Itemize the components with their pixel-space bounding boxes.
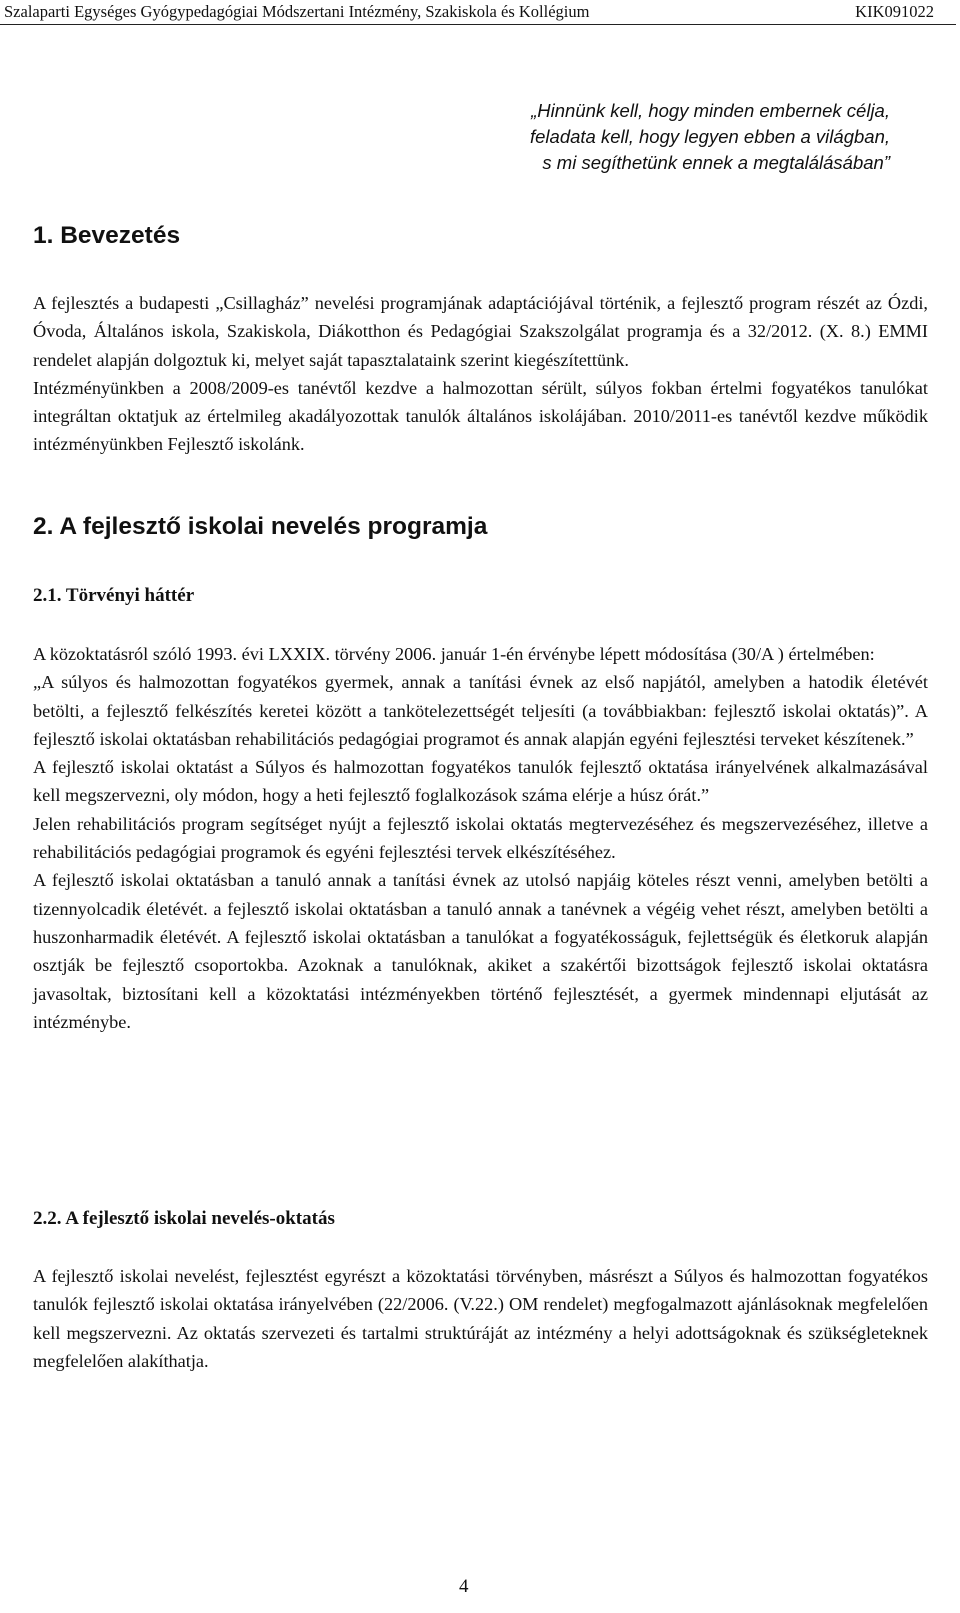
motto-line: feladata kell, hogy legyen ebben a világban, [530, 126, 890, 147]
motto-line: s mi segíthetünk ennek a megtalálásában” [542, 152, 890, 173]
section-1-body [33, 289, 928, 459]
page-header [0, 0, 960, 26]
section-2-2-body [33, 1262, 928, 1375]
motto-line: „Hinnünk kell, hogy minden embernek célja, [531, 100, 890, 121]
header-institution: Szalaparti Egységes Gyógypedagógiai Módszertani Intézmény, Szakiskola és Kollégium [4, 2, 590, 21]
header-divider [0, 24, 956, 25]
paragraph: A fejlesztő iskolai oktatásban a tanuló annak a tanítási évnek az utolsó napjáig köteles részt venni, amelyben betölti a tizennyolcadik életévét. a fejlesztő iskolai oktatásban a tanuló annak a tanévnek a végéig vehet részt, amelyben betölti a huszonharmadik életévét. A fejlesztő iskolai oktatásban a tanulókat a fogyatékosságuk, fejlettségük és életkoruk alapján osztják be fejlesztő csoportokba. Azoknak a tanulóknak, akiket a szakértői bizottságok fejlesztő iskolai oktatásra javasoltak, biztosítani kell a közoktatási intézményekben történő fejlesztését, a gyermek mindennapi eljutását az intézménybe. [33, 870, 928, 1032]
section-2-2-heading: 2.2. A fejlesztő iskolai nevelés-oktatás [33, 1208, 335, 1229]
paragraph: „A súlyos és halmozottan fogyatékos gyermek, annak a tanítási évnek az első napjától, amelyben a hatodik életévét betölti, a fejlesztő felkészítés keretei között a tankötelezettségét teljesíti (a továbbiakban: fejlesztő iskolai oktatás)”. A fejlesztő iskolai oktatásban rehabilitációs pedagógiai programot és annak alapján egyéni fejlesztési terveket készítenek.” [33, 672, 928, 749]
paragraph: Intézményünkben a 2008/2009-es tanévtől kezdve a halmozottan sérült, súlyos fokban értelmi fogyatékos tanulókat integráltan oktatjuk az értelmileg akadályozottak tanulók általános iskolájában. 2010/2011-es tanévtől kezdve működik intézményünkben Fejlesztő iskolánk. [33, 377, 928, 455]
section-2-1-body [33, 640, 928, 1036]
motto-quote [430, 98, 890, 176]
section-2-1-heading: 2.1. Törvényi háttér [33, 585, 195, 606]
page-number: 4 [459, 1576, 469, 1597]
paragraph: A fejlesztő iskolai oktatást a Súlyos és halmozottan fogyatékos tanulók fejlesztő oktatása irányelvének alkalmazásával kell megszervezni, oly módon, hogy a heti fejlesztő foglalkozások száma elérje a húsz órát.” [33, 757, 928, 806]
paragraph: Jelen rehabilitációs program segítséget nyújt a fejlesztő iskolai oktatás megtervezéséhez és megszervezéséhez, illetve a rehabilitációs pedagógiai programok és egyéni fejlesztési tervek elkészítéséhez. [33, 813, 928, 863]
paragraph: A fejlesztés a budapesti „Csillagház” nevelési programjának adaptációjával történik, a fejlesztő program részét az Ózdi, Óvoda, Általános iskola, Szakiskola, Diákotthon és Pedagógiai Szakszolgálat programja és a 32/2012. (X. 8.) EMMI rendelet alapján dolgoztuk ki, melyet saját tapasztalataink szerint kiegészítettünk. [33, 293, 928, 370]
paragraph: A közoktatásról szóló 1993. évi LXXIX. törvény 2006. január 1-én érvénybe lépett módosítása (30/A ) értelmében: [33, 644, 875, 664]
section-1-heading: 1. Bevezetés [33, 222, 181, 249]
header-code: KIK091022 [855, 2, 934, 21]
section-2-heading: 2. A fejlesztő iskolai nevelés programja [33, 513, 488, 540]
paragraph: A fejlesztő iskolai nevelést, fejlesztést egyrészt a közoktatási törvényben, másrészt a Súlyos és halmozottan fogyatékos tanulók fejlesztő iskolai oktatása irányelvében (22/2006. (V.22.) OM rendelet) megfogalmazott ajánlásoknak megfelelően kell megszervezni. Az oktatás szervezeti és tartalmi struktúráját az intézmény a helyi adottságoknak és szükségleteknek megfelelően alakíthatja. [33, 1266, 928, 1371]
